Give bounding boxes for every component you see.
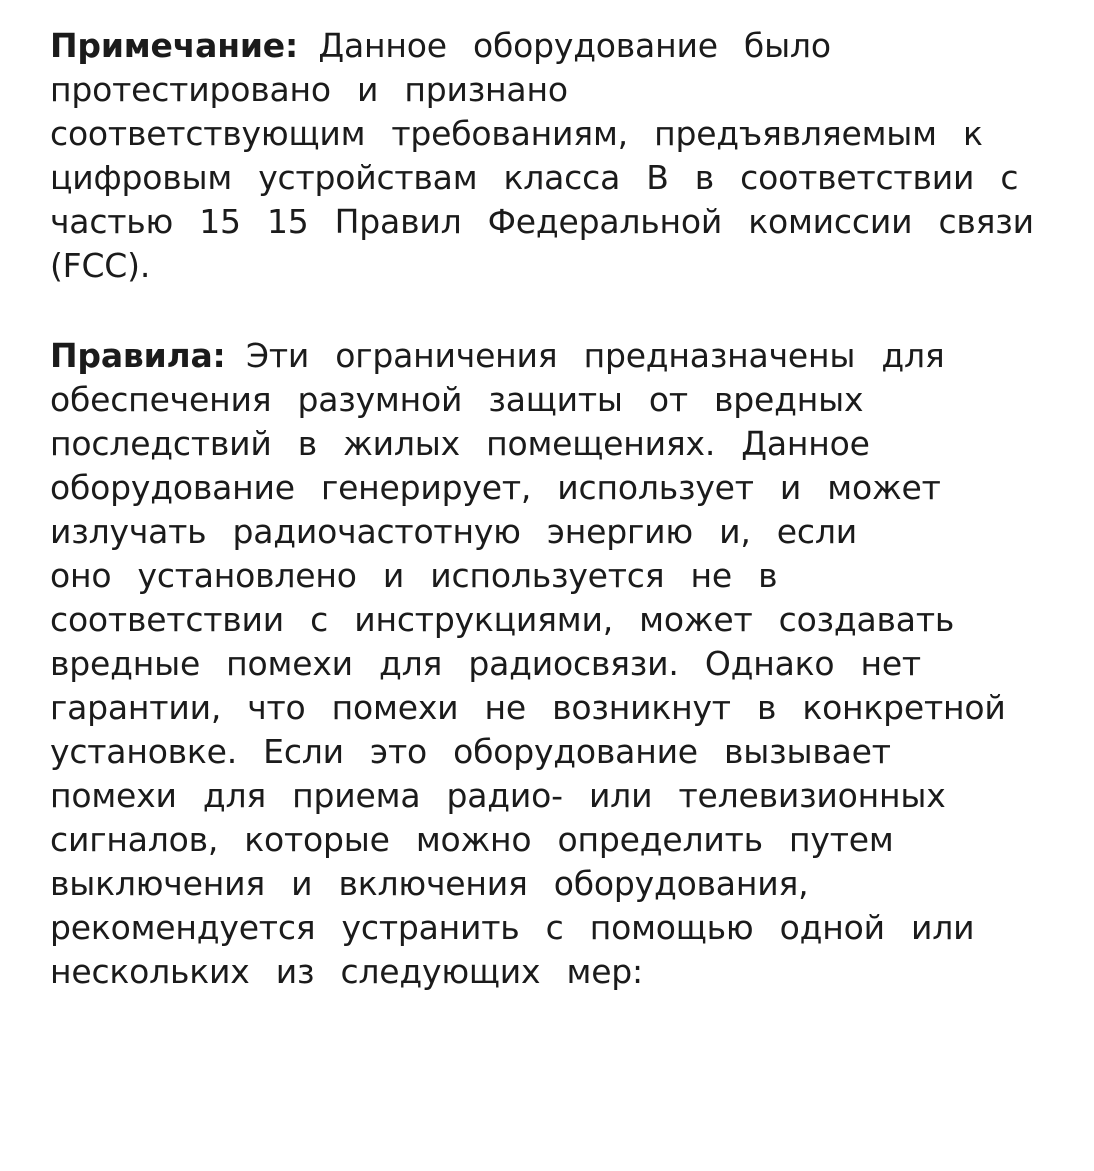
text-line: частью 15 15 Правил Федеральной комиссии связи — [50, 202, 1034, 241]
text-line: оно установлено и используется не в — [50, 556, 778, 595]
text-line: рекомендуется устранить с помощью одной или — [50, 908, 975, 947]
text-line: цифровым устройствам класса B в соответствии с — [50, 158, 1019, 197]
text-line: оборудование генерирует, использует и может — [50, 468, 941, 507]
text-line — [50, 24, 1044, 68]
text-line: вредные помехи для радиосвязи. Однако нет — [50, 644, 921, 683]
text-line: соответствующим требованиям, предъявляемым к — [50, 114, 983, 153]
text-line: помехи для приема радио- или телевизионных — [50, 776, 946, 815]
paragraph-lead: Примечание: — [50, 26, 298, 65]
text-line: излучать радиочастотную энергию и, если — [50, 512, 857, 551]
text-line — [50, 334, 1044, 378]
text-line: (FCC). — [50, 246, 151, 285]
paragraph-note — [50, 24, 1044, 288]
text-line: соответствии с инструкциями, может создавать — [50, 600, 955, 639]
text-run: Данное оборудование было — [318, 26, 831, 65]
text-line: протестировано и признано — [50, 70, 568, 109]
paragraph-lead: Правила: — [50, 336, 226, 375]
text-line: нескольких из следующих мер: — [50, 952, 643, 991]
text-line: выключения и включения оборудования, — [50, 864, 809, 903]
text-line: обеспечения разумной защиты от вредных — [50, 380, 864, 419]
paragraph-rules — [50, 334, 1044, 994]
text-line: установке. Если это оборудование вызывает — [50, 732, 891, 771]
text-line: гарантии, что помехи не возникнут в конкретной — [50, 688, 1006, 727]
text-run: Эти ограничения предназначены для — [246, 336, 945, 375]
text-line: последствий в жилых помещениях. Данное — [50, 424, 870, 463]
text-line: сигналов, которые можно определить путем — [50, 820, 894, 859]
